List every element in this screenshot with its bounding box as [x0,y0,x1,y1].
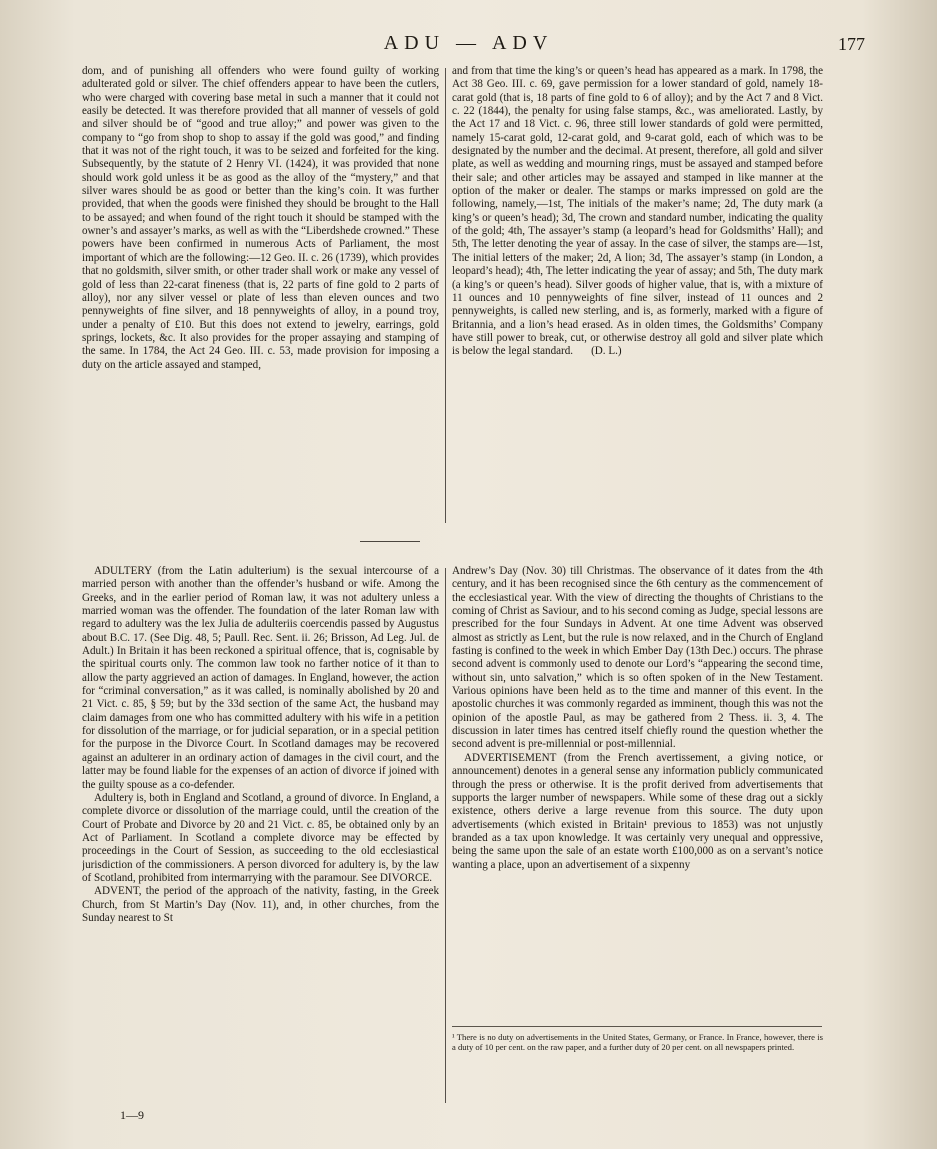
running-header [0,32,937,62]
continuation-text-left: dom, and of punishing all offenders who were found guilty of working adulterated gold or silver. The chief offenders appear to have been the cutlers, who were charged with covering base metal in such a manner that it could not easily be detected. It was therefore provided that all manner of vessels of gold and silver should be of “good and true alloy;” and power was given to the company to “go from shop to shop to assay if the gold was good,” and finding that it was not of the right touch, it was to be seized and forfeited for the king. Subsequently, by the statute of 2 Henry VI. (1424), it was provided that none should work gold unless it be as good as the alloy of the “mystery,” and that silver wares should be as good or better than the king’s coin. It was further provided, that when the goods were finished they should be brought to the Hall to be assayed; and when found of the right touch it should be stamped with the owner’s and assayer’s marks, as well as with the “Liberdshede crowned.” These powers have been confirmed in numerous Acts of Parliament, the most important of which are the following:—12 Geo. II. c. 26 (1739), which provides that no goldsmith, silver smith, or other trader shall work or make any vessel of gold of less than 22-carat fineness (that is, 22 parts of fine gold to 2 parts of alloy), nor any silver vessel or plate of less than eleven ounces and two pennyweights of fine silver, and 18 pennyweights of alloy, in a pound troy, under a penalty of £10. But this does not extend to jewelry, earrings, gold springs, lockets, &c. It also provides for the proper assaying and stamping of the same. In 1784, the Act 24 Geo. III. c. 53, made provision for imposing a duty on the article assayed and stamped, [82,65,439,371]
footnote: ¹ There is no duty on advertisements in the United States, Germany, or France. In France, however, there is a duty of 10 per cent. on the raw paper, and a further duty of 20 per cent. on all newspapers printed. [452,1032,823,1053]
column-rule-bottom [445,568,446,1103]
adultery-paragraph-1: ADULTERY (from the Latin adulterium) is the sexual intercourse of a married person with another than the offender’s husband or wife. Among the Greeks, and in the earlier period of Roman law, it was not adultery unless a married woman was the offender. The foundation of the later Roman law with regard to adultery was the lex Julia de adulteriis coercendis passed by Augustus about B.C. 17. (See Dig. 48, 5; Paull. Rec. Sent. ii. 26; Brisson, Ad Leg. Jul. de Adult.) In Britain it has been reckoned a spiritual offence, that is, cognisable by the spiritual courts only. The common law took no farther notice of it than to allow the party aggrieved an action of damages. In England, however, the action for “criminal conversation,” as it was called, is nominally abolished by 20 and 21 Vict. c. 85, § 59; but by the 33d section of the same Act, the husband may claim damages from one who has committed adultery with his wife in a petition for dissolution of the marriage, or for judicial separation, or in a special petition for the purpose in the Divorce Court. In Scotland damages may be recovered against an adulterer in an ordinary action of damages in the civil court, and the latter may be found liable for the expenses of an action of divorce if joined with the guilty spouse as a co-defender. [82,565,439,791]
advertisement-paragraph: ADVERTISEMENT (from the French avertissement, a giving notice, or announcement) denotes in a general sense any information publicly communicated through the press or otherwise. It is the profit derived from advertisements that supports the larger number of newspapers. While some of these drag out a sickly existence, others derive a large revenue from this source. The duty upon advertisements (which existed in Britain¹ previous to 1853) was not unjustly branded as a tax upon knowledge. It was certainly very unequal and oppressive, being the same upon the sale of an estate worth £100,000 as on a servant’s notice wanting a place, upon an advertisement of a sixpenny [452,751,823,871]
adultery-paragraph-2: Adultery is, both in England and Scotland, a ground of divorce. In England, a complete divorce or dissolution of the marriage could, until the creation of the Court of Probate and Divorce by 20 and 21 Vict. c. 85, be obtained only by an Act of Parliament. In Scotland a complete divorce may be effected by proceedings in the Court of Session, as succeeding to the old ecclesiastical jurisdiction of the commissioners. A person divorced for adultery is, by the law of Scotland, prohibited from intermarrying with the paramour. See DIVORCE. [82,791,439,884]
advent-paragraph-start: ADVENT, the period of the approach of the nativity, fasting, in the Greek Church, from St Martin’s Day (Nov. 11), and, in other churches, from the Sunday nearest to St [82,885,439,924]
header-title: ADU — ADV [383,32,554,54]
author-signature: (D. L.) [591,345,622,358]
footnote-rule [452,1026,822,1027]
printer-signature-mark: 1—9 [120,1108,144,1122]
advent-paragraph-continued: Andrew’s Day (Nov. 30) till Christmas. The observance of it dates from the 4th century, and it has been recognised since the 6th century as the commencement of the ecclesiastical year. With the view of directing the thoughts of Christians to the coming of Christ as Saviour, and to his second coming as Judge, special lessons are prescribed for the four Sundays in Advent. At one time Advent was observed almost as strictly as Lent, but the rule is now relaxed, and in the Church of England fasting is confined to the week in which Ember Day (13th Dec.) occurs. The phrase second advent is commonly used to denote our Lord’s “appearing the second time, without sin, unto salvation,” which is so often spoken of in the New Testament. Various opinions have been held as to the time and manner of this event. In the apostolic churches it was commonly regarded as imminent, though this was not the opinion of the apostle Paul, as may be gathered from 2 Thess. ii. 3, 4. The discussion in later times has centred itself chiefly round the question whether the second advent is pre-millennial or post-millennial. [452,565,823,751]
section-divider [360,541,420,542]
article-adultery-column [82,565,439,1100]
continuation-text-right: and from that time the king’s or queen’s head has appeared as a mark. In 1798, the Act 38 Geo. III. c. 69, gave permission for a lower standard of gold, namely 18-carat gold (that is, 18 parts of fine gold to 6 of alloy); and by the Act 7 and 8 Vict. c. 22 (1844), the penalty for using false stamps, &c., was ameliorated. Lastly, by the Act 17 and 18 Vict. c. 96, three still lower standards of gold were permitted, namely 15-carat gold, 12-carat gold, and 9-carat gold, each of which was to be designated by the number and the decimal. At present, therefore, all gold and silver plate, as well as wedding and mourning rings, must be assayed and stamped before their sale; and other articles may be assayed and stamped in like manner at the option of the maker or dealer. The stamps or marks impressed on gold are the following, namely,—1st, The initials of the maker’s name; 2d, The duty mark (a king’s or queen’s head); 3d, The crown and standard number, indicating the quality of the gold; 4th, The assayer’s stamp (a leopard’s head for Goldsmiths’ Hall); and 5th, The letter denoting the year of assay. In the case of silver, the stamps are—1st, The initial letters of the maker; 2d, A lion; 3d, The assayer’s stamp (in London, a leopard’s head); 4th, The letter indicating the year of assay; and 5th, The duty mark (a king’s or queen’s head). Silver goods of higher value, that is, with a mixture of 11 ounces and 10 pennyweights of fine silver, instead of 11 ounces and 2 pennyweights, is called new sterling, and is, as formerly, marked with a figure of Britannia, and a lion’s head erased. As in olden times, the Goldsmiths’ Company have still power to break, cut, or otherwise destroy all gold and silver plate which is below the legal standard. (D. L.) [452,65,823,358]
page-number: 177 [838,34,865,54]
article-continuation-left [82,65,439,525]
article-continuation-right [452,65,823,525]
column-rule-top [445,68,446,523]
article-advent-column [452,565,823,1025]
